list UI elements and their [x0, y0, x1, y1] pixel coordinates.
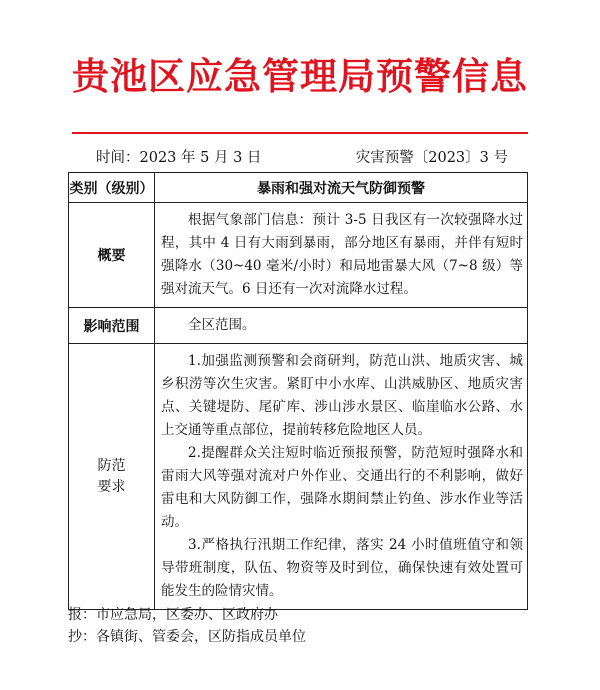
scope-label: 影响范围: [69, 308, 155, 344]
warning-table: [68, 172, 528, 610]
meta-row: [96, 146, 508, 167]
measures-label-line: 防范: [97, 457, 126, 474]
table-row: [69, 203, 528, 308]
scope-text: 全区范围。: [188, 317, 256, 333]
measure-item: 3.严格执行汛期工作纪律，落实 24 小时值班值守和领导带班制度，队伍、物资等及时到位，确保快速有效处置可能发生的险情灾情。: [161, 537, 523, 599]
copy-to: 抄：各镇街、管委会，区防指成员单位: [68, 629, 306, 645]
page-title: 贵池区应急管理局预警信息: [72, 54, 528, 98]
document-number: 灾害预警〔2023〕3 号: [355, 150, 508, 166]
table-row: [69, 173, 528, 203]
measure-item: 1.加强监测预警和会商研判，防范山洪、地质灾害、城乡积涝等次生灾害。紧盯中小水库、山洪威胁区、地质灾害点、关键堤防、尾矿库、涉山涉水景区、临崖临水公路、水上交通等重点部位，提前转移危险地区人员。: [161, 353, 523, 438]
category-label: 类别（级别）: [69, 173, 155, 203]
summary-text: 根据气象部门信息：预计 3-5 日我区有一次较强降水过程，其中 4 日有大雨到暴雨，部分地区有暴雨，并伴有短时强降水（30~40 毫米/小时）和局地雷暴大风（7~8 级）等强对流天气。6 日还有一次对流降水过程。: [161, 212, 523, 297]
summary-label: 概要: [69, 203, 155, 308]
table-row: [69, 308, 528, 344]
date-line: 时间：2023 年 5 月 3 日: [96, 150, 262, 166]
summary-cell: [155, 203, 528, 308]
table-row: [69, 344, 528, 610]
red-divider: [72, 132, 528, 134]
measures-label: [69, 344, 155, 610]
category-value: 暴雨和强对流天气防御预警: [155, 173, 528, 203]
measures-cell: [155, 344, 528, 610]
measure-item: 2.提醒群众关注短时临近预报预警，防范短时强降水和雷雨大风等强对流对户外作业、交通出行的不利影响，做好雷电和大风防御工作，强降水期间禁止钓鱼、涉水作业等活动。: [161, 445, 523, 530]
scope-cell: [155, 308, 528, 344]
measures-label-line: 要求: [97, 478, 126, 495]
report-to: 报：市应急局，区委办、区政府办: [68, 607, 278, 623]
